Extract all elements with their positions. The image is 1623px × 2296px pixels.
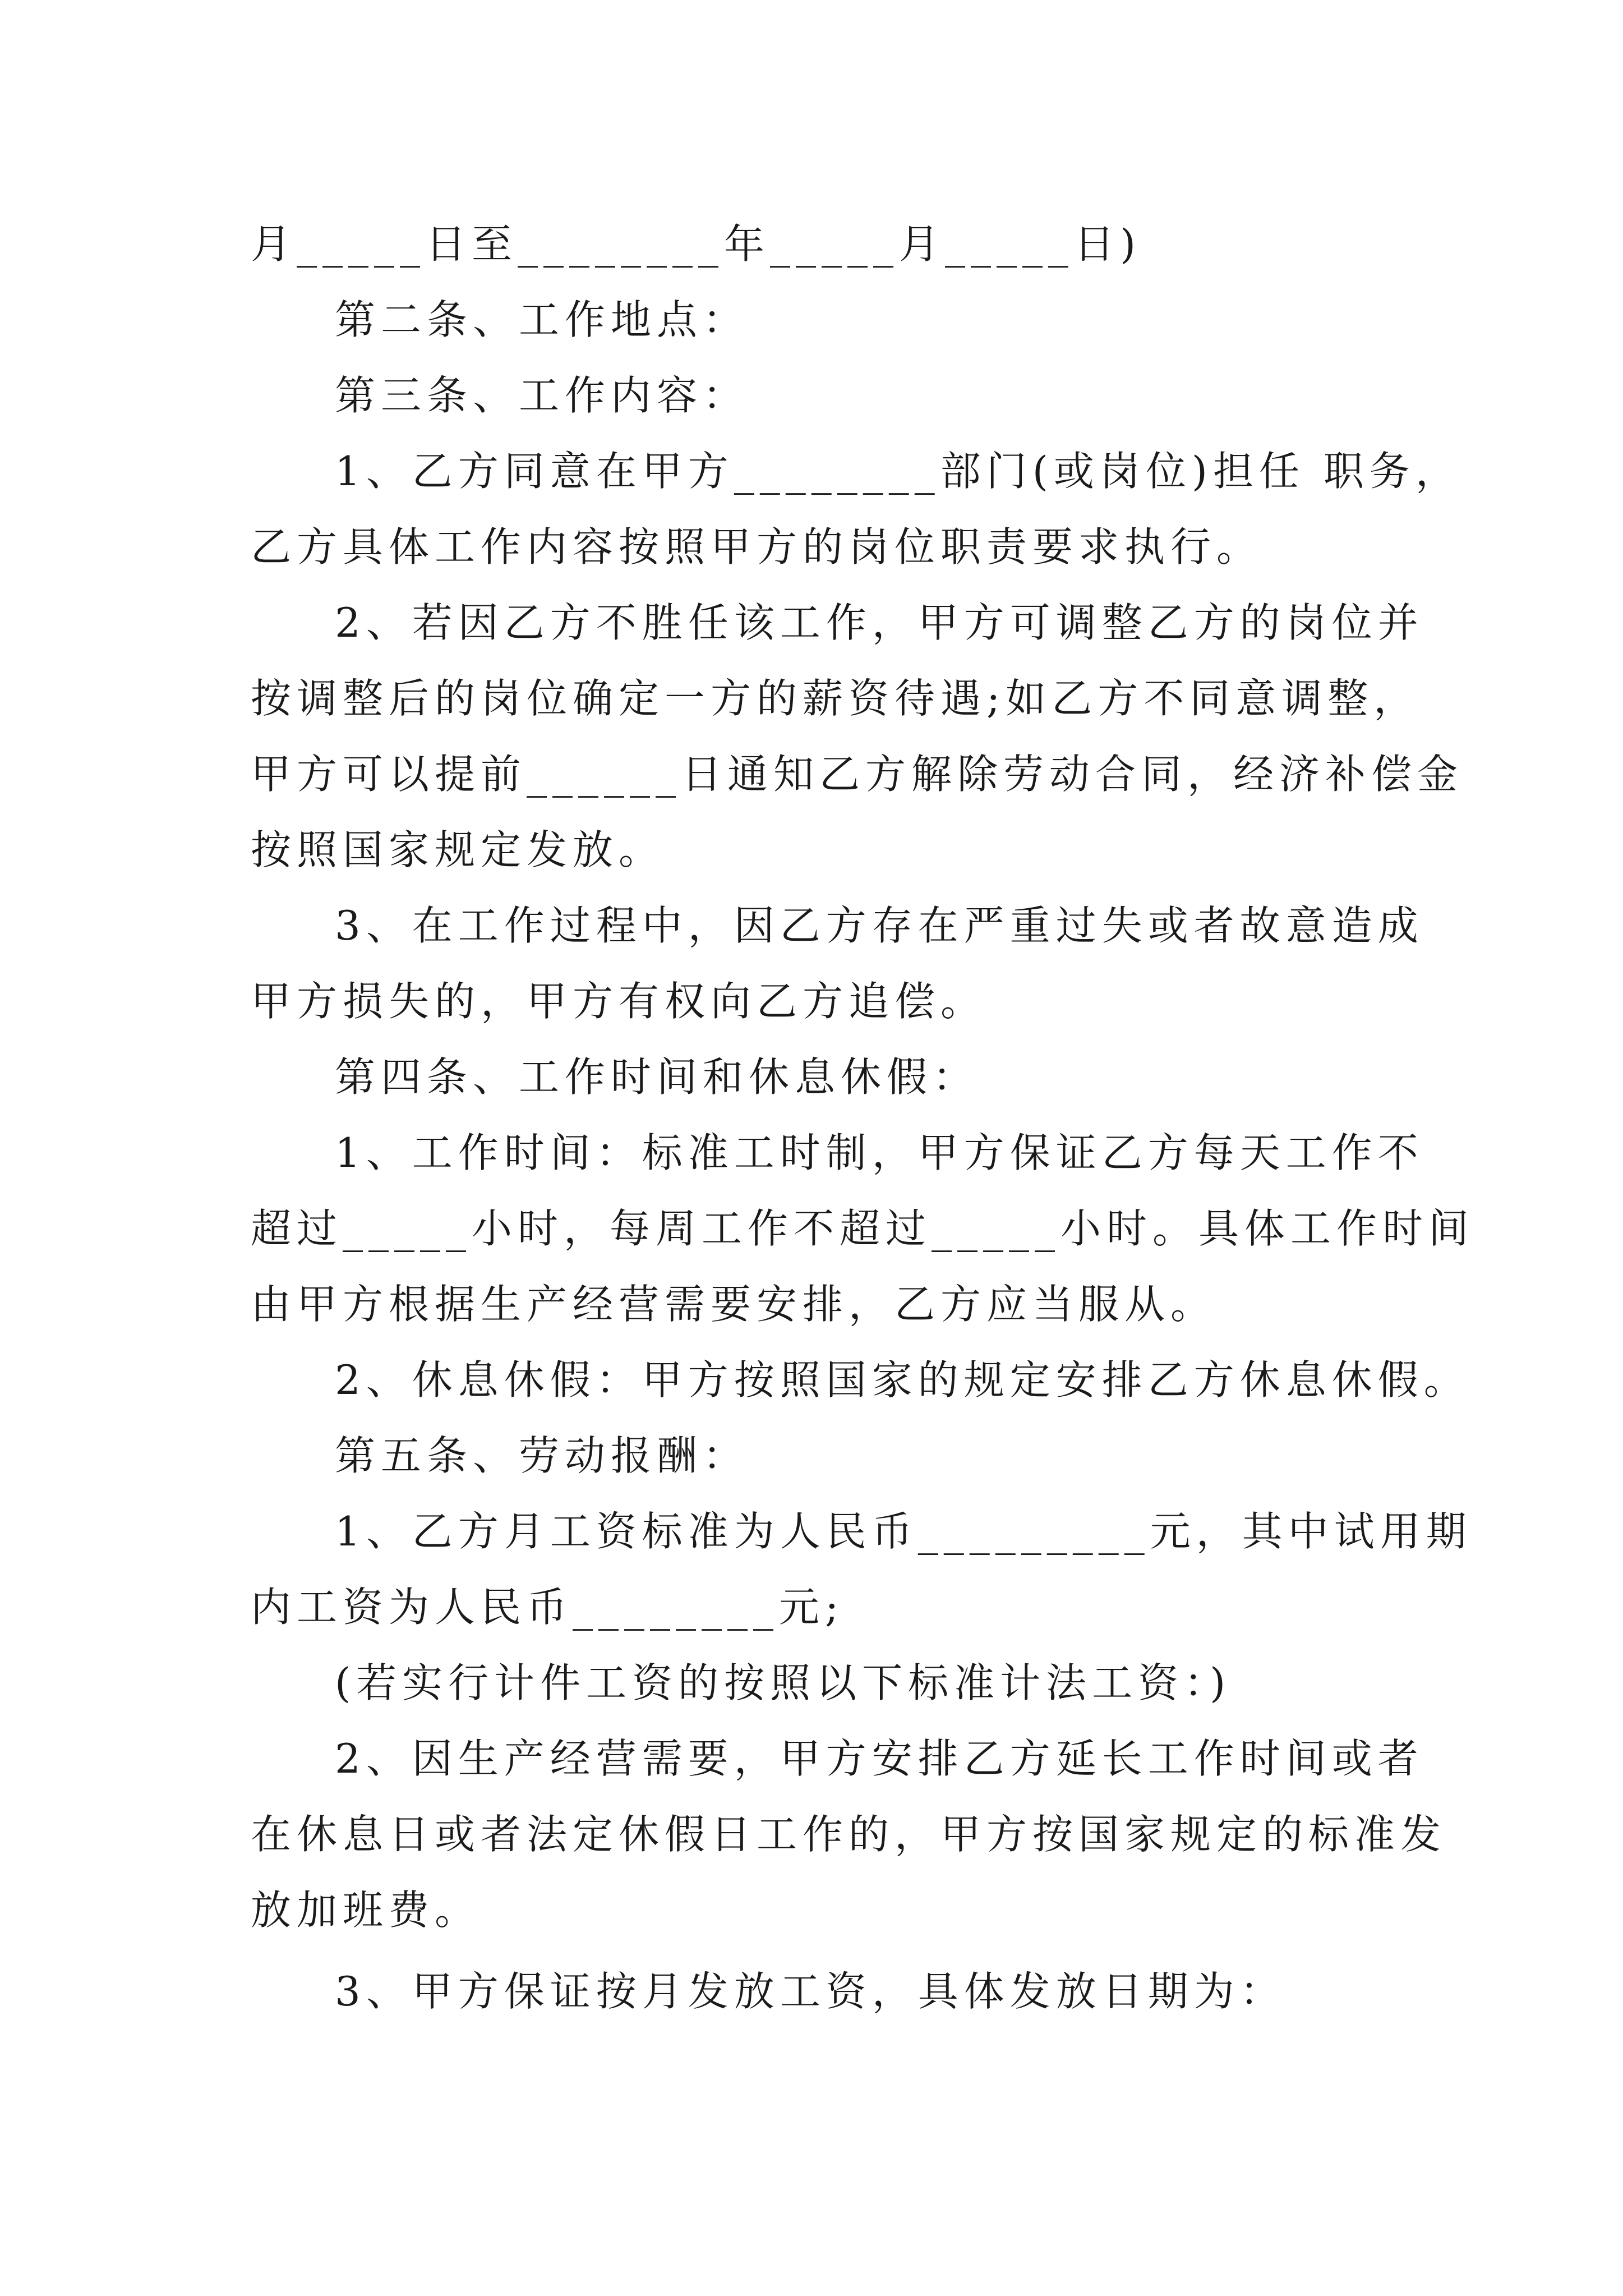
text-line: 超过_____小时，每周工作不超过_____小时。具体工作时间 [251,1205,1475,1252]
text-line: 在休息日或者法定休假日工作的，甲方按国家规定的标准发 [251,1811,1447,1858]
text-line: 按调整后的岗位确定一方的薪资待遇;如乙方不同意调整， [251,675,1420,722]
text-line: 3、甲方保证按月发放工资，具体发放日期为： [335,1968,1286,2015]
text-line: 乙方具体工作内容按照甲方的岗位职责要求执行。 [251,523,1263,570]
text-line: 2、休息休假：甲方按照国家的规定安排乙方休息休假。 [335,1356,1470,1404]
text-line: 3、在工作过程中，因乙方存在严重过失或者故意造成 [335,902,1424,949]
text-line: 2、若因乙方不胜任该工作，甲方可调整乙方的岗位并 [335,599,1424,646]
text-line: (若实行计件工资的按照以下标准计法工资：) [335,1659,1232,1706]
article-heading: 第五条、劳动报酬： [335,1432,749,1479]
text-line: 由甲方根据生产经营需要安排，乙方应当服从。 [251,1281,1217,1328]
article-heading: 第三条、工作内容： [335,372,749,419]
article-heading: 第二条、工作地点： [335,296,749,343]
text-line: 内工资为人民币________元; [251,1584,845,1631]
article-heading: 第四条、工作时间和休息休假： [335,1053,979,1101]
text-line: 甲方可以提前______日通知乙方解除劳动合同，经济补偿金 [251,751,1464,798]
text-line: 放加班费。 [251,1887,481,1934]
text-line: 1、乙方月工资标准为人民币_________元，其中试用期 [335,1508,1472,1555]
text-line: 甲方损失的，甲方有权向乙方追偿。 [251,978,987,1025]
text-line: 2、因生产经营需要，甲方安排乙方延长工作时间或者 [335,1735,1424,1782]
text-line: 1、乙方同意在甲方________部门(或岗位)担任 职务， [335,448,1461,495]
text-line: 按照国家规定发放。 [251,826,665,873]
text-line: 1、工作时间：标准工时制，甲方保证乙方每天工作不 [335,1129,1424,1176]
text-line: 月_____日至________年_____月_____日) [251,220,1142,268]
